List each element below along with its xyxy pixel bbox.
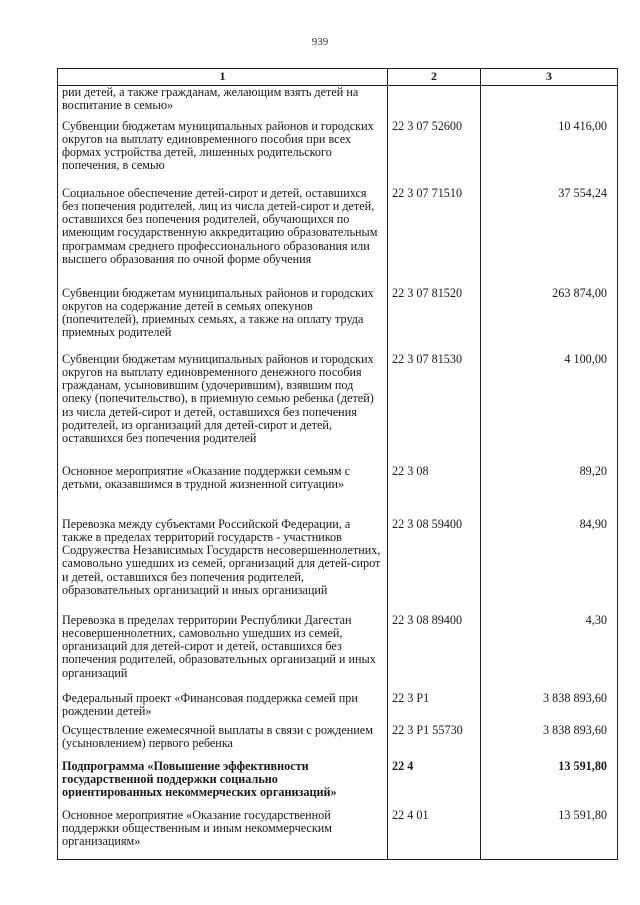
row-amount: 84,90 [481,518,618,614]
row-code: 22 3 07 71510 [388,187,481,287]
column-header-name: 1 [58,69,388,86]
table-row [58,287,618,353]
row-name: Субвенции бюджетам муниципальных районов и городских округов на выплату единовременного пособия при всех формах устройства детей, лишенных родительского попечения, в семью [58,120,388,187]
row-code: 22 3 P1 55730 [388,724,481,760]
table-row [58,120,618,187]
row-code [388,86,481,120]
row-code: 22 3 08 89400 [388,614,481,692]
row-name: Основное мероприятие «Оказание государственной поддержки общественным и иным некоммерческим организациям» [58,809,388,860]
row-name: рии детей, а также гражданам, желающим взять детей на воспитание в семью» [58,86,388,120]
row-amount: 13 591,80 [481,809,618,860]
row-code: 22 3 08 59400 [388,518,481,614]
table-row [58,760,618,809]
row-amount: 3 838 893,60 [481,692,618,724]
row-name: Основное мероприятие «Оказание поддержки семьям с детьми, оказавшимся в трудной жизненной ситуации» [58,465,388,518]
budget-table [57,68,618,860]
table-row [58,86,618,120]
table-header-row [58,69,618,86]
row-name: Осуществление ежемесячной выплаты в связи с рождением (усыновлением) первого ребенка [58,724,388,760]
row-name: Субвенции бюджетам муниципальных районов и городских округов на содержание детей в семьях опекунов (попечителей), приемных семьях, а также на оплату труда приемных родителей [58,287,388,353]
row-name: Субвенции бюджетам муниципальных районов и городских округов на выплату единовременного денежного пособия гражданам, усыновившим (удочерившим), взявшим под опеку (попечительство), в приемную семью ребенка (детей) из числа детей-сирот и детей, оставшихся без попечения родителей, из организаций для детей-сирот и детей, оставшихся без попечения родителей [58,353,388,465]
table-row [58,614,618,692]
row-name: Федеральный проект «Финансовая поддержка семей при рождении детей» [58,692,388,724]
row-code: 22 3 07 81520 [388,287,481,353]
row-code: 22 4 01 [388,809,481,860]
table-row [58,187,618,287]
column-header-code: 2 [388,69,481,86]
row-name: Перевозка между субъектами Российской Федерации, а также в пределах территорий государств - участников Содружества Независимых Государств несовершеннолетних, самовольно ушедших из семей, организаций для детей-сирот и детей, оставшихся без попечения родителей, образовательных организаций и иных организаций [58,518,388,614]
row-amount: 4 100,00 [481,353,618,465]
row-amount [481,86,618,120]
table-row [58,353,618,465]
table-row [58,724,618,760]
column-header-amount: 3 [481,69,618,86]
row-name: Подпрограмма «Повышение эффективности государственной поддержки социально ориентированных некоммерческих организаций» [58,760,388,809]
row-name: Социальное обеспечение детей-сирот и детей, оставшихся без попечения родителей, лиц из числа детей-сирот и детей, оставшихся без попечения родителей, обучающихся по имеющим государственную аккредитацию образовательным программам среднего профессионального образования или высшего образования по очной форме обучения [58,187,388,287]
row-amount: 13 591,80 [481,760,618,809]
row-amount: 263 874,00 [481,287,618,353]
row-amount: 4,30 [481,614,618,692]
table-row [58,809,618,860]
page-number: 939 [311,36,329,48]
row-code: 22 3 07 81530 [388,353,481,465]
row-amount: 37 554,24 [481,187,618,287]
table-row [58,465,618,518]
row-amount: 89,20 [481,465,618,518]
table-row [58,692,618,724]
table-row [58,518,618,614]
row-name: Перевозка в пределах территории Республики Дагестан несовершеннолетних, самовольно ушедших из семей, организаций для детей-сирот и детей, оставшихся без попечения родителей, образовательных организаций и иных организаций [58,614,388,692]
row-code: 22 3 07 52600 [388,120,481,187]
row-code: 22 3 P1 [388,692,481,724]
row-code: 22 4 [388,760,481,809]
row-amount: 10 416,00 [481,120,618,187]
row-amount: 3 838 893,60 [481,724,618,760]
row-code: 22 3 08 [388,465,481,518]
